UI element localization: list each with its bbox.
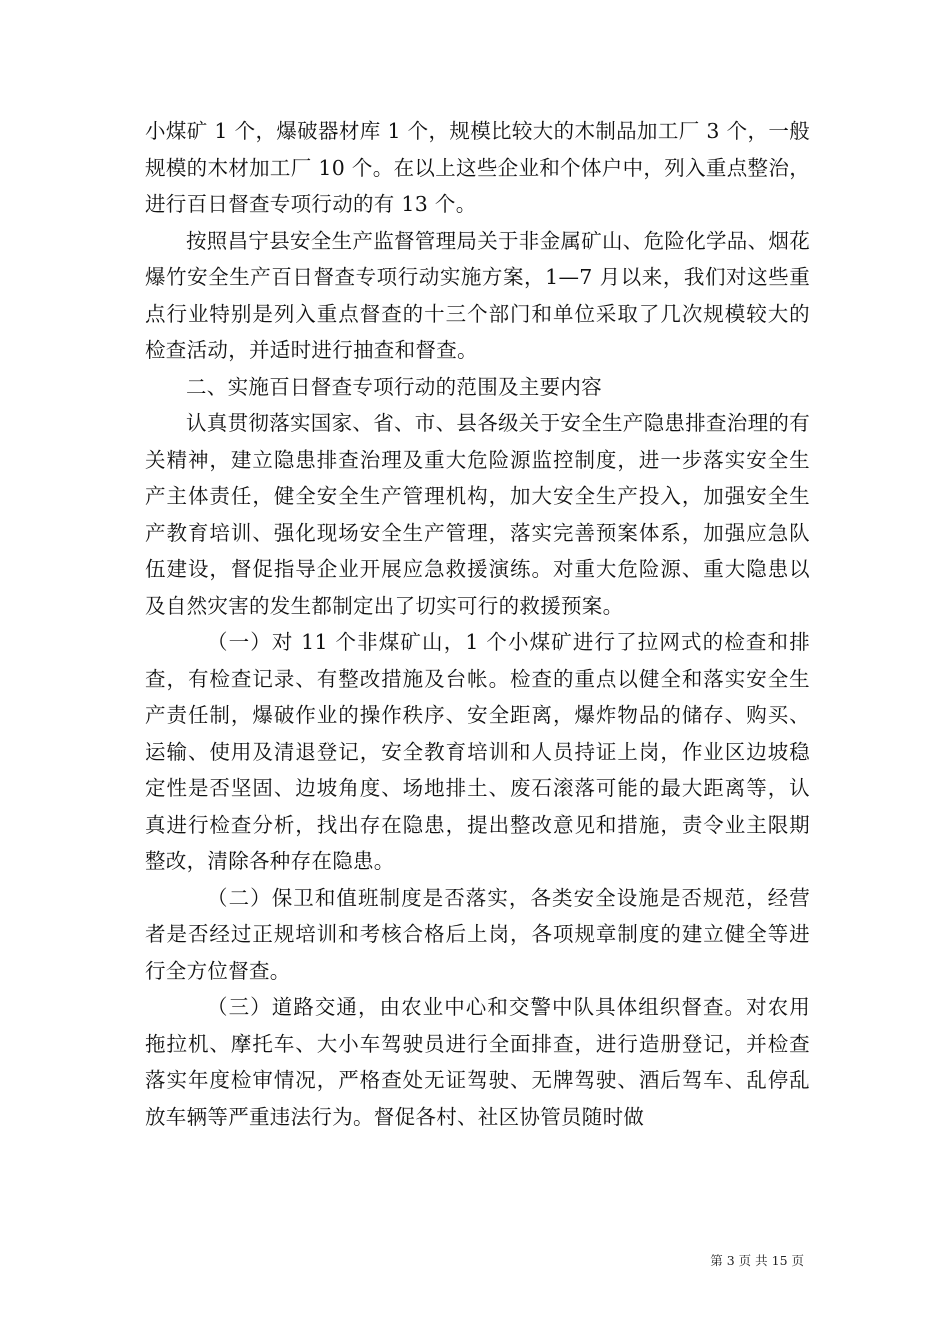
paragraph-item-three-traffic: （三）道路交通，由农业中心和交警中队具体组织督查。对农用拖拉机、摩托车、大小车驾驶员进行全面排查，进行造册登记，并检查落实年度检审情况，严格查处无证驾驶、无牌驾驶、酒后驾车、乱停乱放车辆等严重违法行为。督促各村、社区协管员随时做 bbox=[145, 995, 810, 1129]
document-body bbox=[145, 113, 810, 1135]
page-number-footer: 第 3 页 共 15 页 bbox=[710, 1253, 804, 1268]
paragraph-enterprise-counts: 小煤矿 1 个，爆破器材库 1 个，规模比较大的木制品加工厂 3 个，一般规模的木材加工厂 10 个。在以上这些企业和个体户中，列入重点整治，进行百日督查专项行动的有 13 个。 bbox=[145, 119, 810, 216]
paragraph-item-one-mines: （一）对 11 个非煤矿山，1 个小煤矿进行了拉网式的检查和排查，有检查记录、有整改措施及台帐。检查的重点以健全和落实安全生产责任制，爆破作业的操作秩序、安全距离，爆炸物品的储存、购买、运输、使用及清退登记，安全教育培训和人员持证上岗，作业区边坡稳定性是否坚固、边坡角度、场地排土、废石滚落可能的最大距离等，认真进行检查分析，找出存在隐患，提出整改意见和措施，责令业主限期整改，清除各种存在隐患。 bbox=[145, 630, 810, 873]
paragraph-safety-policy: 认真贯彻落实国家、省、市、县各级关于安全生产隐患排查治理的有关精神，建立隐患排查治理及重大危险源监控制度，进一步落实安全生产主体责任，健全安全生产管理机构，加大安全生产投入，加强安全生产教育培训、强化现场安全生产管理，落实完善预案体系，加强应急队伍建设，督促指导企业开展应急救援演练。对重大危险源、重大隐患以及自然灾害的发生都制定出了切实可行的救援预案。 bbox=[145, 411, 810, 618]
section-heading-scope: 二、实施百日督查专项行动的范围及主要内容 bbox=[186, 374, 602, 399]
paragraph-inspection-plan: 按照昌宁县安全生产监督管理局关于非金属矿山、危险化学品、烟花爆竹安全生产百日督查专项行动实施方案，1—7 月以来，我们对这些重点行业特别是列入重点督查的十三个部门和单位采取了几次规模较大的检查活动，并适时进行抽查和督查。 bbox=[145, 228, 810, 362]
paragraph-item-two-security: （二）保卫和值班制度是否落实，各类安全设施是否规范，经营者是否经过正规培训和考核合格后上岗，各项规章制度的建立健全等进行全方位督查。 bbox=[145, 885, 810, 983]
